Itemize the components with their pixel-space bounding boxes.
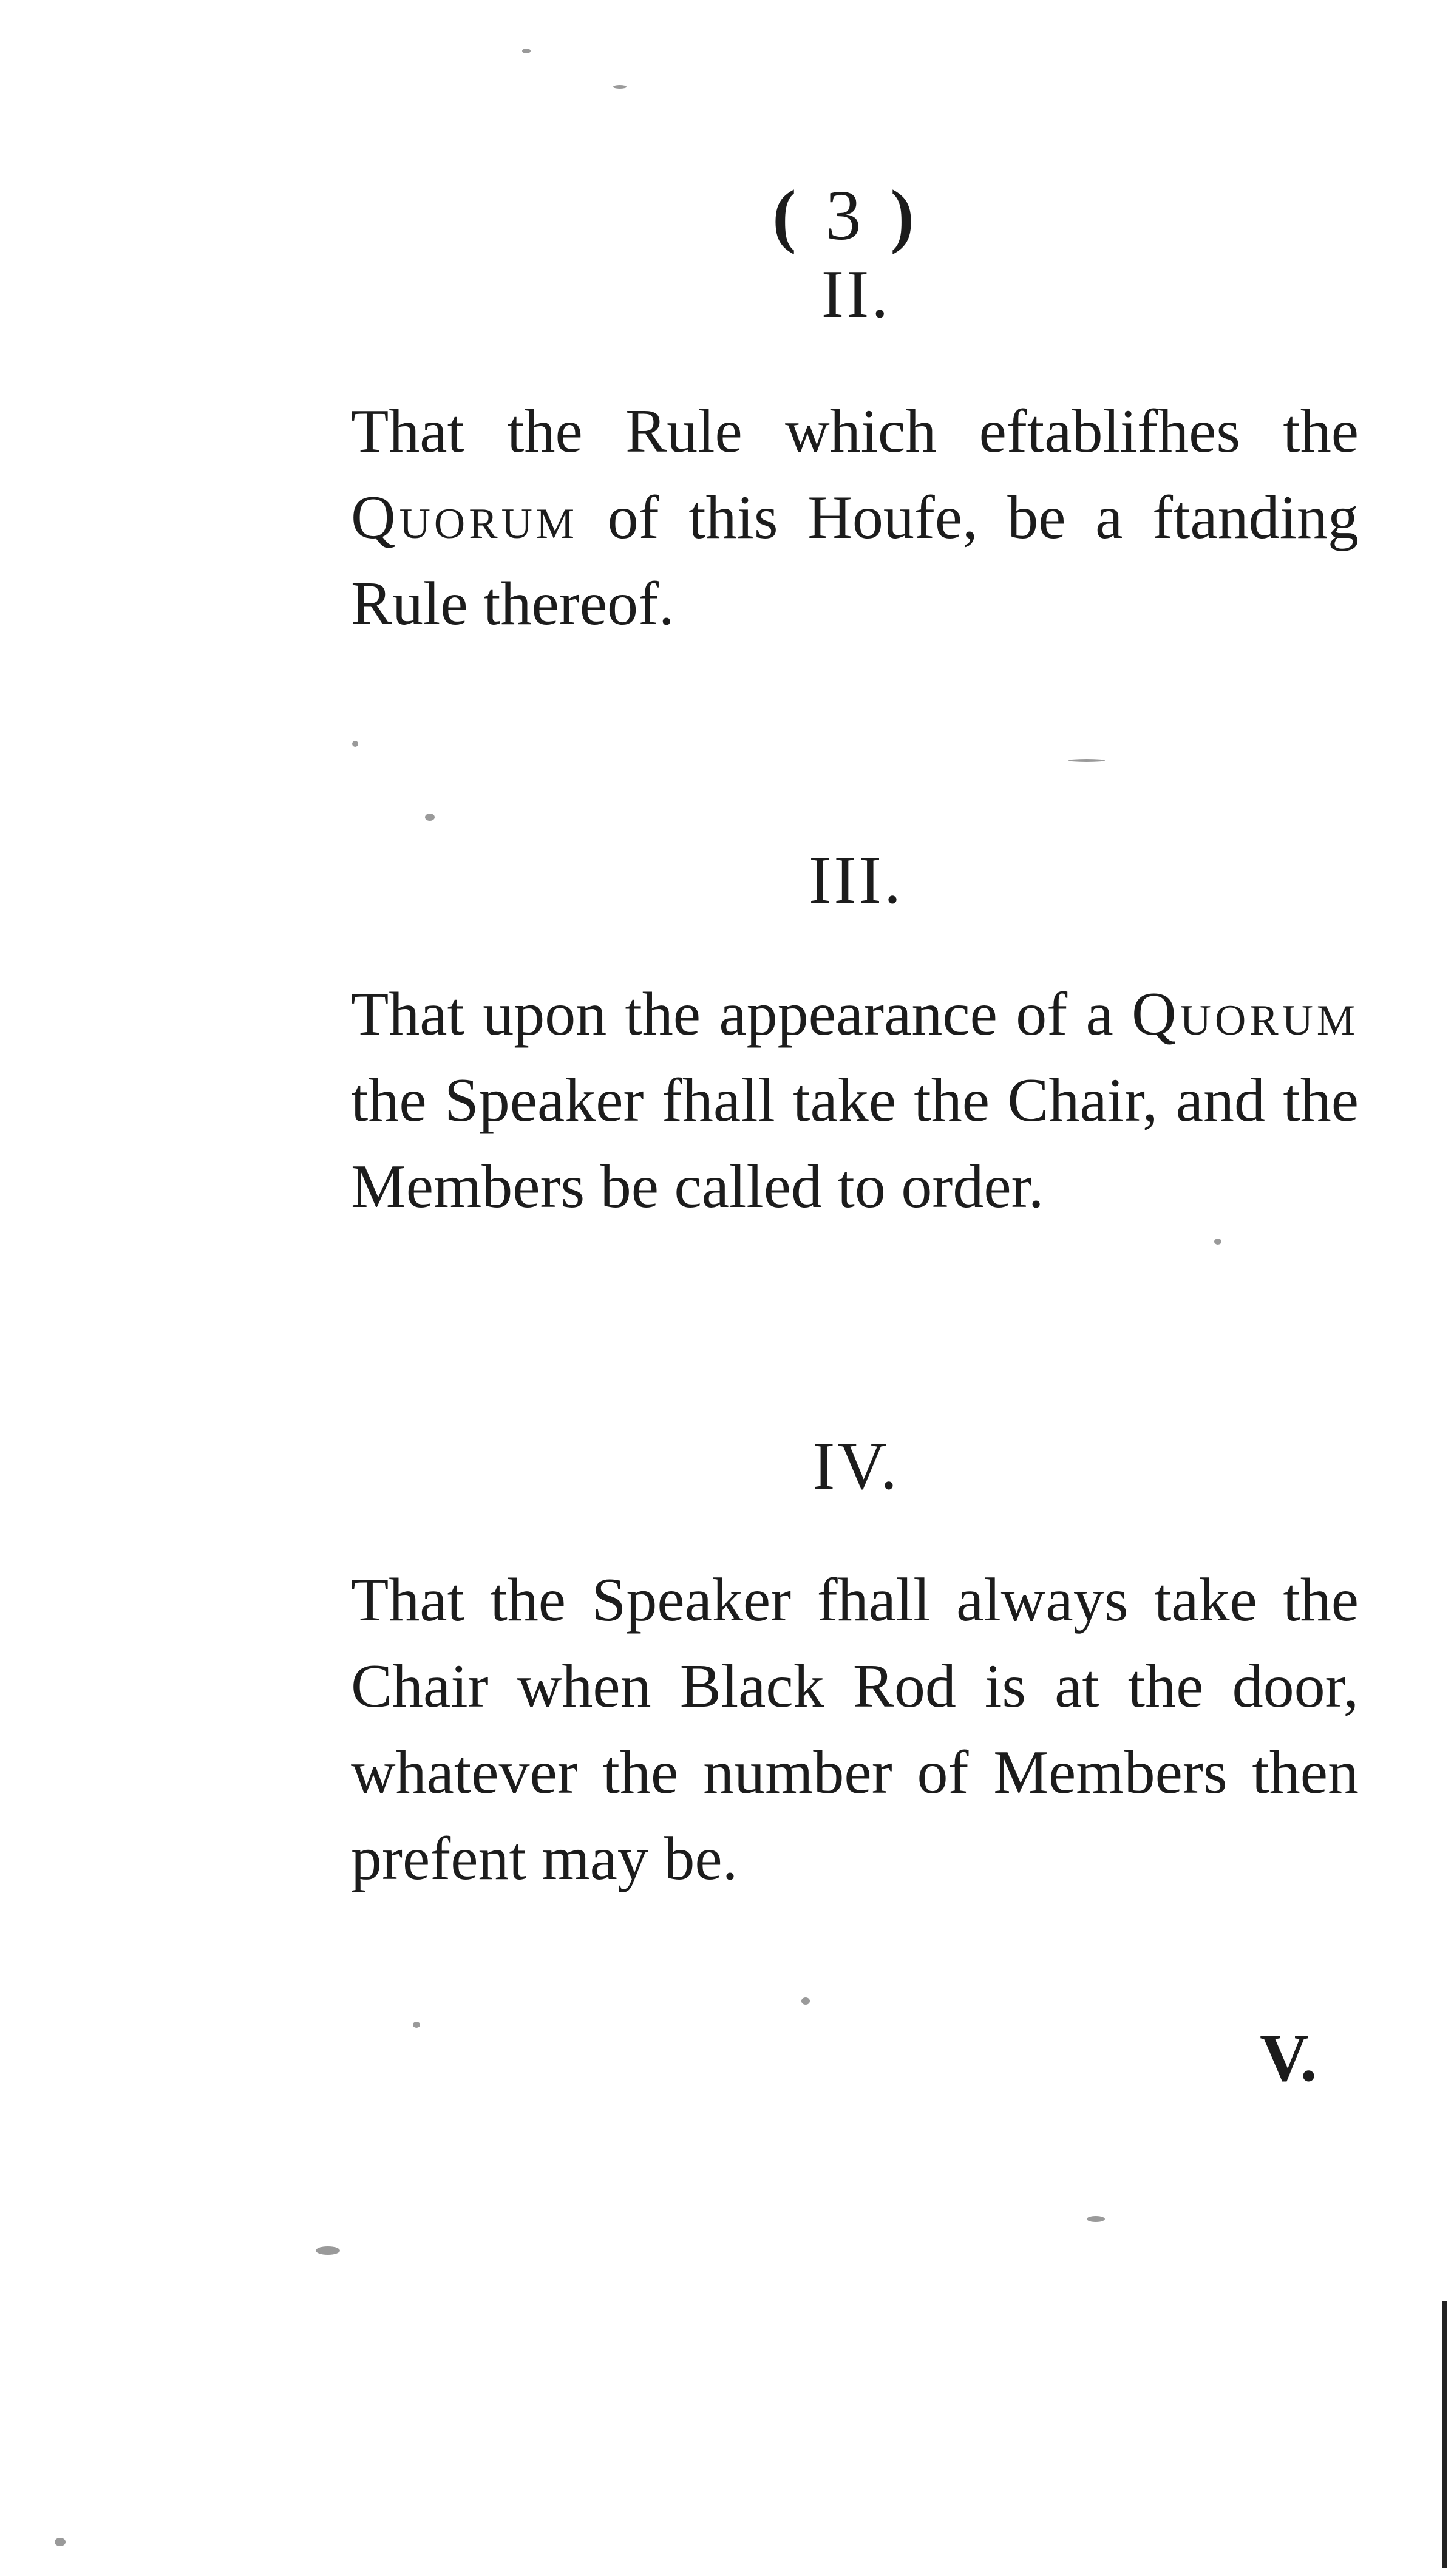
scan-speck (613, 85, 627, 89)
section-paragraph-iii (351, 971, 1359, 1230)
scan-speck (522, 49, 531, 53)
scan-speck (425, 814, 435, 821)
section-heading-ii: II. (821, 257, 891, 332)
paragraph-text-end: of this Houfe, be a ftanding Rule thereof. (351, 483, 1359, 638)
paragraph-text-start: That the Rule which eftablifhes the (351, 397, 1359, 466)
catchword: V. (1260, 2020, 1317, 2096)
scan-speck (1214, 1239, 1221, 1245)
section-paragraph-ii (351, 389, 1359, 647)
header-close-paren: ) (890, 175, 916, 255)
header-open-paren: ( (772, 175, 798, 255)
scan-speck (413, 2022, 420, 2028)
section-heading-iii: III. (809, 843, 903, 918)
page-number: 3 (825, 175, 863, 255)
section-heading-iv: IV. (812, 1429, 900, 1504)
paragraph-text-end: the Speaker fhall take the Chair, and the Members be called to order. (351, 1066, 1359, 1221)
page-number-header (716, 173, 971, 258)
quorum-small-caps: Quorum (1132, 980, 1359, 1048)
scan-speck (1068, 759, 1105, 762)
binding-edge-line (1442, 2301, 1447, 2568)
scan-speck (55, 2538, 66, 2546)
scan-speck (801, 1997, 810, 2005)
section-paragraph-iv: That the Speaker fhall always take the Chair when Black Rod is at the door, whatever the number of Members then prefent may be. (351, 1566, 1359, 1893)
paragraph-text-start: That upon the appearance of a (351, 980, 1132, 1048)
scan-speck (1087, 2216, 1105, 2222)
scan-speck (316, 2246, 340, 2255)
quorum-small-caps: Quorum (351, 483, 578, 552)
scan-speck (352, 741, 358, 747)
